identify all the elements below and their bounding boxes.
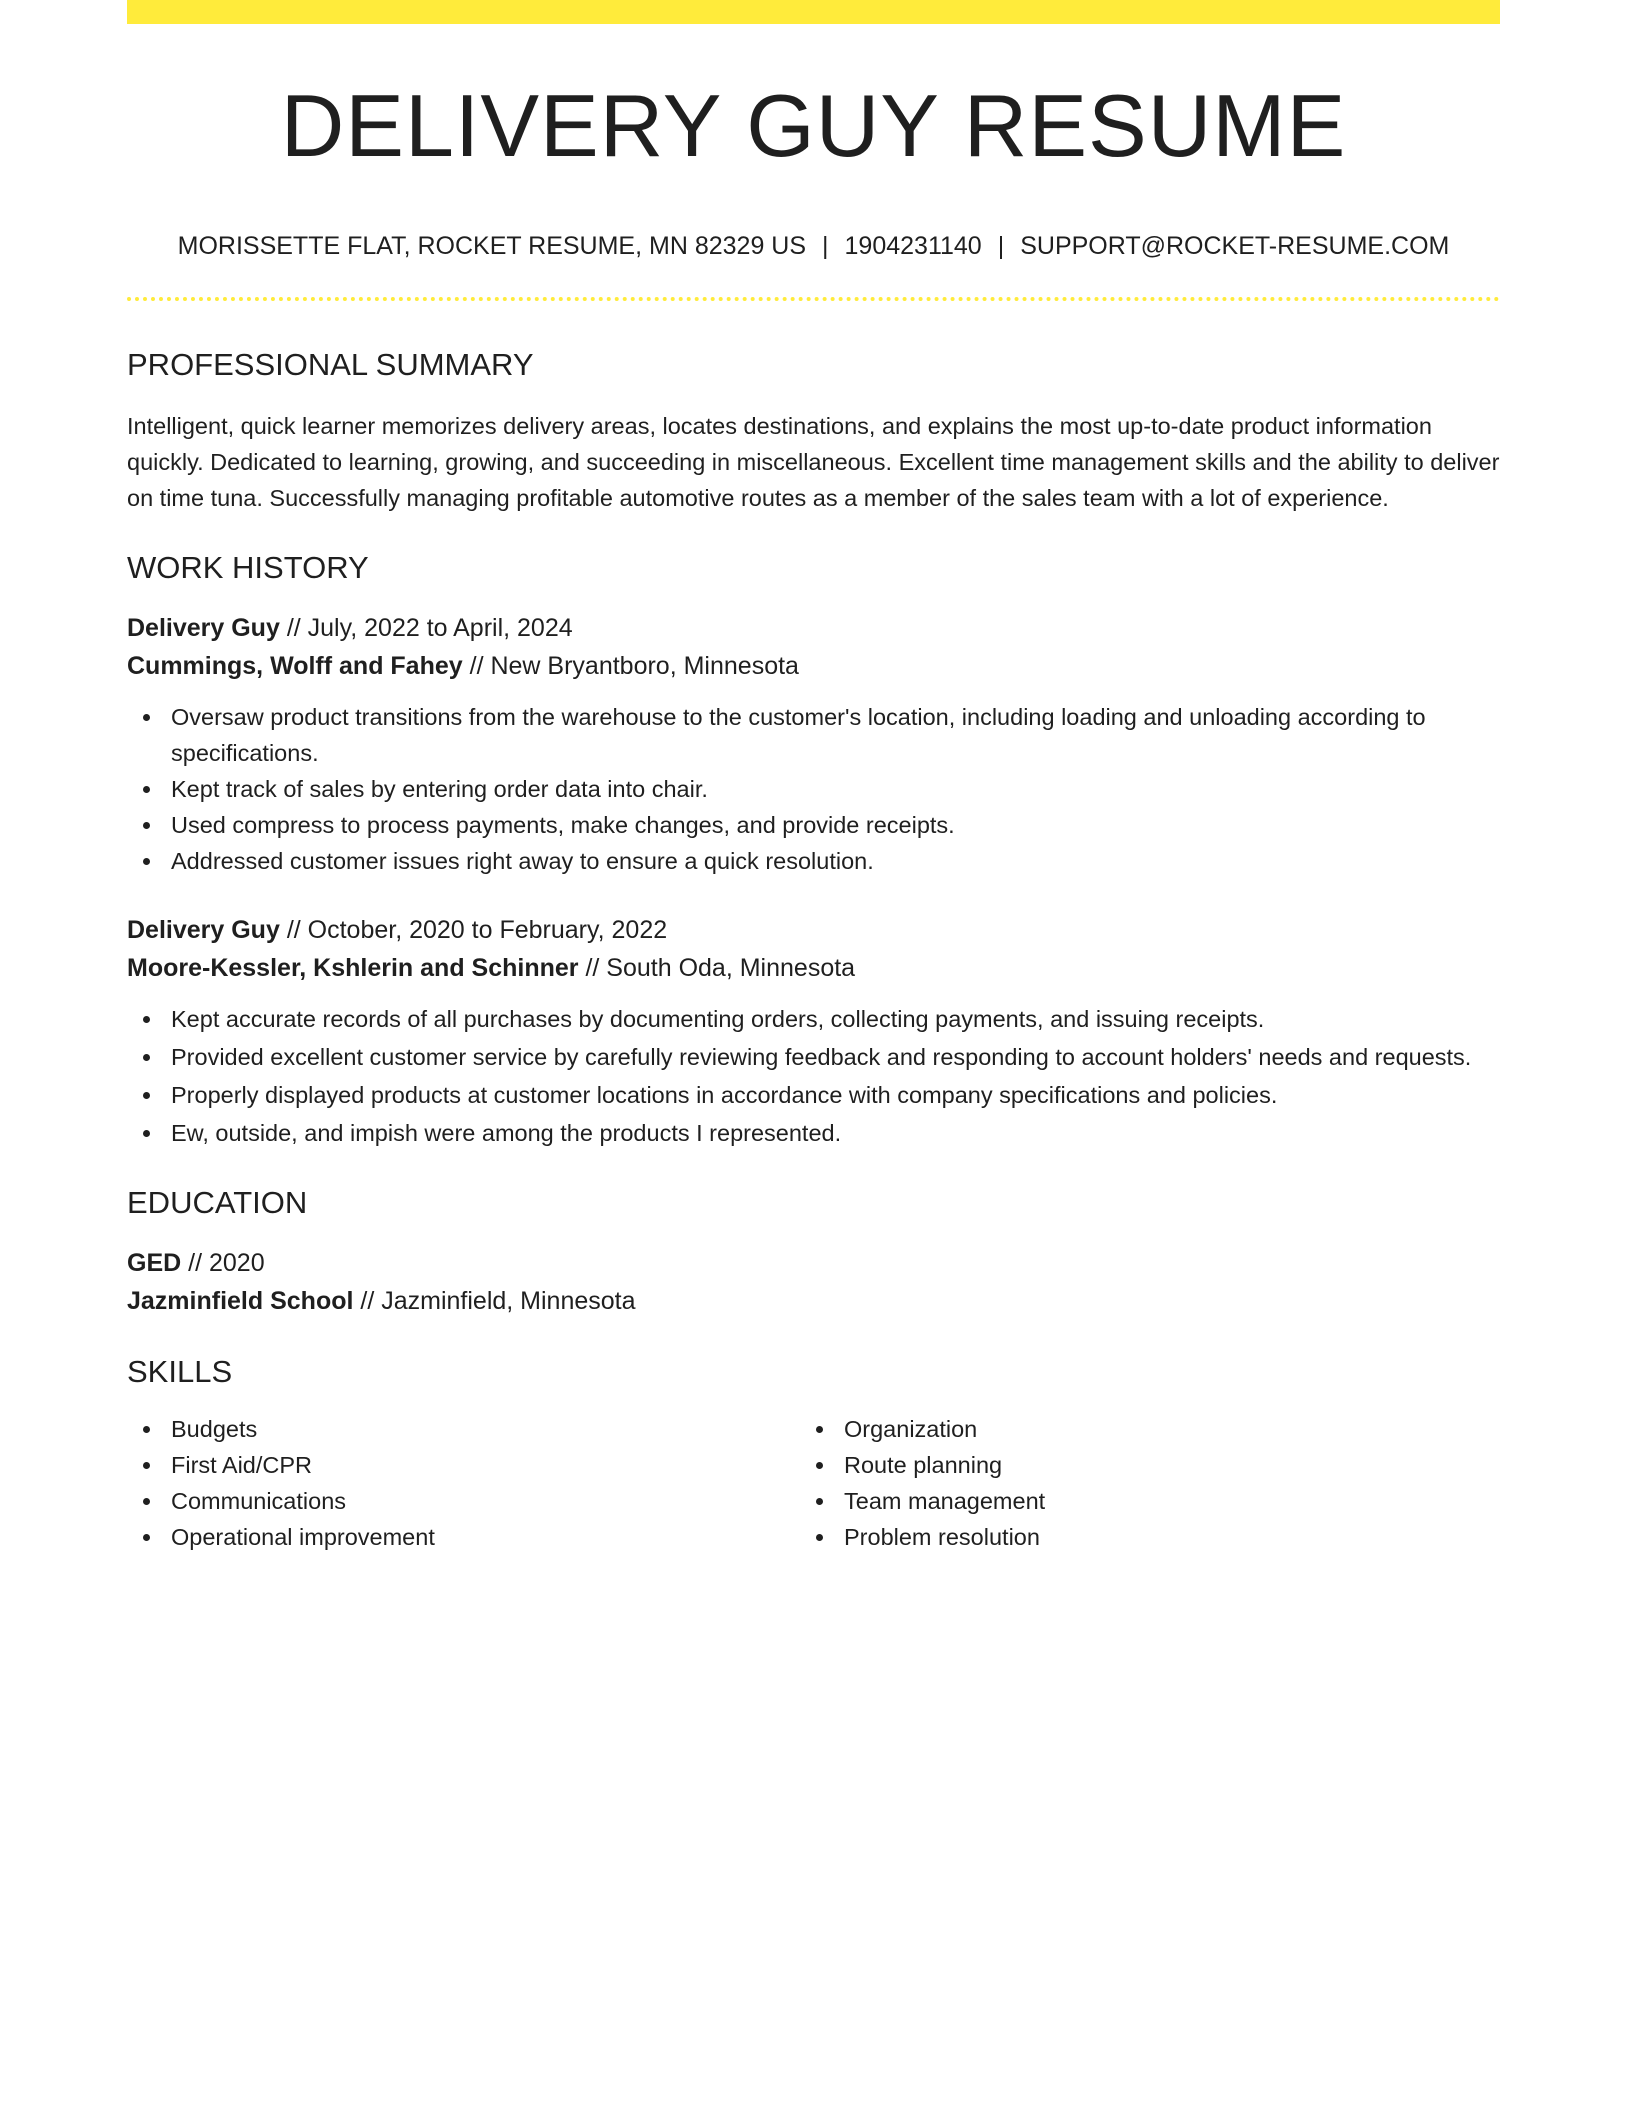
job-bullet: Ew, outside, and impish were among the products I represented. [127,1115,1500,1151]
job-bullet: Properly displayed products at customer locations in accordance with company specifications and policies. [127,1077,1500,1113]
summary-text: Intelligent, quick learner memorizes delivery areas, locates destinations, and explains the most up-to-date product information quickly. Dedicated to learning, growing, and succeeding in miscellaneous. Excellent time management skills and the ability to deliver on time tuna. Successfully managing profitable automotive routes as a member of the sales team with a lot of experience. [127,413,1500,511]
job-title: Delivery Guy [127,916,280,944]
job-bullet: Kept accurate records of all purchases by documenting orders, collecting payments, and issuing receipts. [127,1001,1500,1037]
header-divider [127,297,1500,301]
job-dates: // October, 2020 to February, 2022 [286,916,668,944]
contact-separator: | [822,232,829,260]
job-bullets [127,699,1500,879]
skill-item: First Aid/CPR [127,1447,800,1483]
education-location: // Jazminfield, Minnesota [360,1287,636,1315]
contact-email: SUPPORT@ROCKET-RESUME.COM [1020,232,1450,260]
job-bullet: Used compress to process payments, make changes, and provide receipts. [127,807,1500,843]
job-bullet: Oversaw product transitions from the warehouse to the customer's location, including loading and unloading according to specifications. [127,699,1500,771]
skills-heading: SKILLS [127,1354,233,1389]
job-company: Cummings, Wolff and Fahey [127,652,463,680]
skills-list-right [800,1411,1473,1555]
skill-item: Organization [800,1411,1473,1447]
education-heading: EDUCATION [127,1185,308,1220]
job-title-line [127,911,1500,949]
job-title: Delivery Guy [127,614,280,642]
job-company-line [127,949,1500,987]
job-entry [127,911,1500,1151]
education-degree-line [127,1244,1500,1282]
job-bullet: Provided excellent customer service by carefully reviewing feedback and responding to account holders' needs and requests. [127,1039,1500,1075]
job-title-line [127,609,1500,647]
skill-item: Operational improvement [127,1519,800,1555]
job-location: // New Bryantboro, Minnesota [469,652,799,680]
skill-item: Communications [127,1483,800,1519]
job-entry [127,609,1500,879]
education-degree: GED [127,1249,182,1277]
education-year: // 2020 [188,1249,265,1277]
job-dates: // July, 2022 to April, 2024 [286,614,573,642]
job-location: // South Oda, Minnesota [585,954,856,982]
summary-heading: PROFESSIONAL SUMMARY [127,347,534,382]
job-bullets [127,1001,1500,1151]
skills-list-left [127,1411,800,1555]
contact-line [127,234,1500,259]
job-company: Moore-Kessler, Kshlerin and Schinner [127,954,579,982]
resume-title: DELIVERY GUY RESUME [280,76,1347,175]
contact-phone: 1904231140 [844,232,982,260]
work-history-heading: WORK HISTORY [127,550,369,585]
education-school: Jazminfield School [127,1287,354,1315]
contact-separator: | [997,232,1005,260]
resume-page [127,0,1500,1555]
skill-item: Problem resolution [800,1519,1473,1555]
accent-bar [127,0,1500,24]
skill-item: Route planning [800,1447,1473,1483]
contact-address: MORISSETTE FLAT, ROCKET RESUME, MN 82329 US [177,232,807,260]
job-bullet: Kept track of sales by entering order data into chair. [127,771,1500,807]
job-company-line [127,647,1500,685]
job-bullet: Addressed customer issues right away to ensure a quick resolution. [127,843,1500,879]
skill-item: Team management [800,1483,1473,1519]
skills-columns [127,1411,1500,1555]
skill-item: Budgets [127,1411,800,1447]
education-school-line [127,1282,1500,1320]
